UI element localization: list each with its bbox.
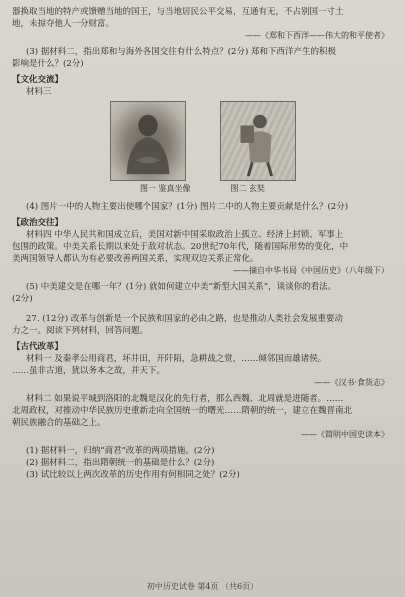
- intro-line-2: 地，未掠夺他人一分财富。: [12, 19, 115, 29]
- q5-line-2: (2分): [12, 294, 33, 304]
- material-1-source: ——《汉书·食货志》: [314, 378, 389, 387]
- material-2-line-1: 材料二 如果说平城到洛阳的北魏是汉化的先行者，那么西魏、北周就是进随者。……: [26, 394, 344, 404]
- material-3-label: 材料三: [26, 87, 52, 97]
- material-2-line-2: 北周政权，对推动中华民族历史重新走向全国统一的曙光……隋朝的统一，建立在魏晋南北: [12, 406, 353, 416]
- q3-line-1: (3) 据材料二，指出郑和与海外各国交往有什么特点？(2分) 郑和下西洋产生的积极: [26, 47, 336, 57]
- final-question-2: (2) 据材料二，指出隋朝统一的基础是什么？(2分): [26, 458, 215, 468]
- material-4-line-3: 美两国领导人都认为有必要改善两国关系，实现双边关系正常化。: [12, 254, 259, 264]
- q4-line: (4) 图片一中的人物主要出使哪个国家？(1分) 图片二中的人物主要贡献是什么？(2分): [26, 202, 349, 212]
- figure-1-caption: 图一 鉴真坐像: [139, 184, 191, 193]
- section-politics: 【政治交往】: [12, 218, 64, 228]
- q3-line-2: 影响是什么？(2分): [12, 59, 84, 69]
- q27-line-2: 力之一。阅读下列材料，回答问题。: [12, 326, 149, 336]
- figure-2-caption: 图二 玄奘: [230, 184, 266, 193]
- q5-line-1: (5) 中美建交是在哪一年？(1分) 就如何建立中美“新型大国关系”，谈谈你的看法。: [26, 282, 337, 292]
- material-4-line-2: 包围的政策。中美关系长期以来处于敌对状态。20世纪70年代，随着国际形势的变化，中: [12, 242, 349, 252]
- final-question-1: (1) 据材料一，归纳“商君”改革的两项措施。(2分): [26, 446, 215, 456]
- intro-source: ——《郑和下西洋——伟大的和平使者》: [245, 31, 389, 40]
- material-2-line-3: 朝民族融合的基础之上。: [12, 418, 106, 428]
- page-footer: 初中历史试卷 第4页 （共6页）: [146, 582, 259, 591]
- material-4-line-1: 材料四 中华人民共和国成立后，美国对新中国采取政治上孤立、经济上封锁、军事上: [26, 230, 344, 240]
- figures-row: [12, 101, 393, 181]
- final-question-3: (3) 试比较以上两次改革的历史作用有何相同之处？(2分): [26, 470, 240, 480]
- jianzhen-statue-image: [110, 101, 186, 181]
- section-culture: 【文化交流】: [12, 75, 64, 85]
- walking-monk-figure: [221, 102, 295, 180]
- seated-monk-figure: [111, 102, 185, 180]
- material-1-line-2: ……虽非古道，犹以务本之故，并天下。: [12, 366, 166, 376]
- material-4-source: ——摘自中华书局《中国历史》（八年级下）: [233, 266, 389, 275]
- material-1-line-1: 材料一 及秦孝公用商君，坏井田，开阡陌，急耕战之赏，……倾邻国而雄诸侯。: [26, 354, 327, 364]
- figure-captions: [12, 183, 393, 195]
- intro-line-1: 器换取当地的特产或馈赠当地的国王，与当地居民公平交易，互通有无，不占别国一寸土: [12, 7, 344, 17]
- section-reform: 【古代改革】: [12, 342, 64, 352]
- xuanzang-image: [220, 101, 296, 181]
- material-2-source: ——《简明中国史读本》: [301, 430, 389, 439]
- q27-line-1: 27. (12分) 改革与创新是一个民族和国家的必由之路，也是推动人类社会发展重要动: [26, 314, 343, 324]
